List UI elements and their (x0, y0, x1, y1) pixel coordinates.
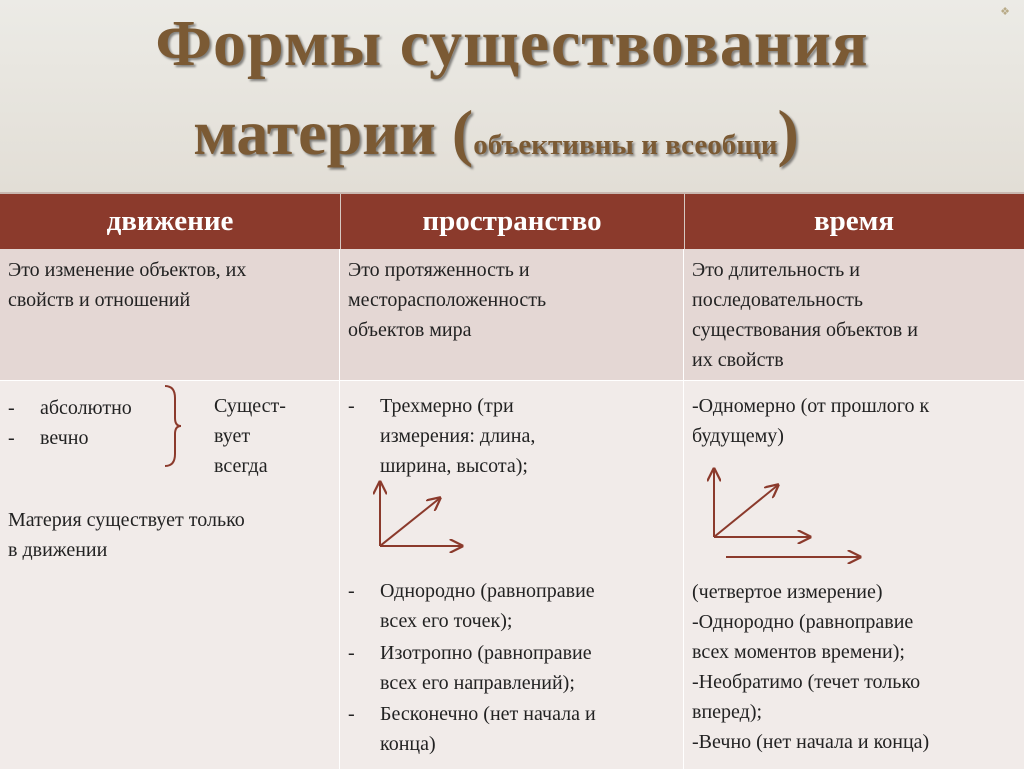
space-item-line: ширина, высота); (380, 455, 528, 477)
definition-time-cell (684, 249, 1024, 380)
header-motion: движение (0, 194, 341, 249)
title-close-paren: ) (777, 97, 799, 168)
time-line: -Одномерно (от прошлого к (692, 395, 930, 417)
bracket-text-line: вует (214, 425, 251, 447)
motion-item-eternal: вечно (40, 427, 89, 449)
definition-space-cell (340, 249, 684, 380)
list-dash: - (348, 703, 355, 725)
definition-time-line: последовательность (692, 289, 864, 311)
space-item-line: Изотропно (равноправие (380, 642, 592, 664)
z-axis-arrow (380, 498, 440, 546)
definition-space-line: месторасположенность (348, 289, 547, 311)
space-item-infinite-text (380, 699, 596, 759)
list-dash: - (348, 642, 355, 664)
space-item-isotropic-text (380, 638, 592, 698)
motion-note-line: Материя существует только (8, 509, 245, 531)
slide-title-line2 (0, 98, 1008, 180)
motion-note-line: в движении (8, 539, 108, 561)
definition-time-line: их свойств (692, 349, 784, 371)
time-line: будущему) (692, 425, 784, 447)
time-dimension (692, 391, 929, 451)
table-header-row (0, 194, 1024, 249)
slide-title-line1: Формы существования (155, 7, 869, 80)
space-item-line: Однородно (равноправие (380, 580, 595, 602)
space-properties-cell (340, 381, 684, 769)
definition-motion-line: Это изменение объектов, их (8, 259, 247, 281)
time-line: -Однородно (равноправие (692, 611, 914, 633)
time-line: вперед); (692, 701, 763, 723)
space-item-line: всех его направлений); (380, 672, 575, 694)
definition-time-line: существования объектов и (692, 319, 918, 341)
time-line: (четвертое измерение) (692, 581, 883, 603)
definition-space-line: объектов мира (348, 319, 472, 341)
motion-properties-cell (0, 381, 340, 769)
list-dash: - (348, 580, 355, 602)
bracket-text (214, 391, 286, 481)
time-line: всех моментов времени); (692, 641, 905, 663)
motion-note (8, 505, 245, 565)
list-dash: - (8, 427, 15, 449)
time-axes-diagram (708, 463, 868, 563)
definition-space-line: Это протяженность и (348, 259, 530, 281)
space-item-line: всех его точек); (380, 610, 513, 632)
definition-time (692, 255, 918, 375)
definition-time-line: Это длительность и (692, 259, 860, 281)
properties-row (0, 381, 1024, 769)
time-line: -Вечно (нет начала и конца) (692, 731, 930, 753)
space-item-homogeneous-text (380, 576, 595, 636)
definition-motion-line: свойств и отношений (8, 289, 191, 311)
corner-ornament-icon: ❖ (1000, 6, 1010, 18)
title-band (0, 0, 1024, 192)
header-space: пространство (340, 194, 685, 249)
definition-space (348, 255, 546, 345)
space-item-line: Трехмерно (три (380, 395, 514, 417)
bracket-text-line: Сущест- (214, 395, 286, 417)
space-item-3d-text (380, 391, 535, 481)
space-item-line: конца) (380, 733, 436, 755)
motion-item-absolute: абсолютно (40, 397, 132, 419)
header-time: время (813, 205, 895, 237)
definitions-row (0, 249, 1024, 381)
definition-motion-cell (0, 249, 340, 380)
space-item-line: измерения: длина, (380, 425, 536, 447)
curly-bracket-icon (163, 384, 183, 468)
bracket-text-line: всегда (214, 455, 268, 477)
title-subtitle: объективны и всеобщи (473, 129, 778, 161)
space-axes-diagram (374, 476, 474, 556)
space-item-line: Бесконечно (нет начала и (380, 703, 596, 725)
time-properties (692, 577, 929, 757)
time-z-axis-arrow (714, 485, 778, 537)
forms-table (0, 192, 1024, 769)
list-dash: - (8, 397, 15, 419)
list-dash: - (348, 395, 355, 417)
time-properties-cell (684, 381, 1024, 769)
title-main: материи ( (193, 97, 474, 168)
time-line: -Необратимо (течет только (692, 671, 921, 693)
motion-items-list (0, 393, 180, 453)
definition-motion (8, 255, 246, 315)
